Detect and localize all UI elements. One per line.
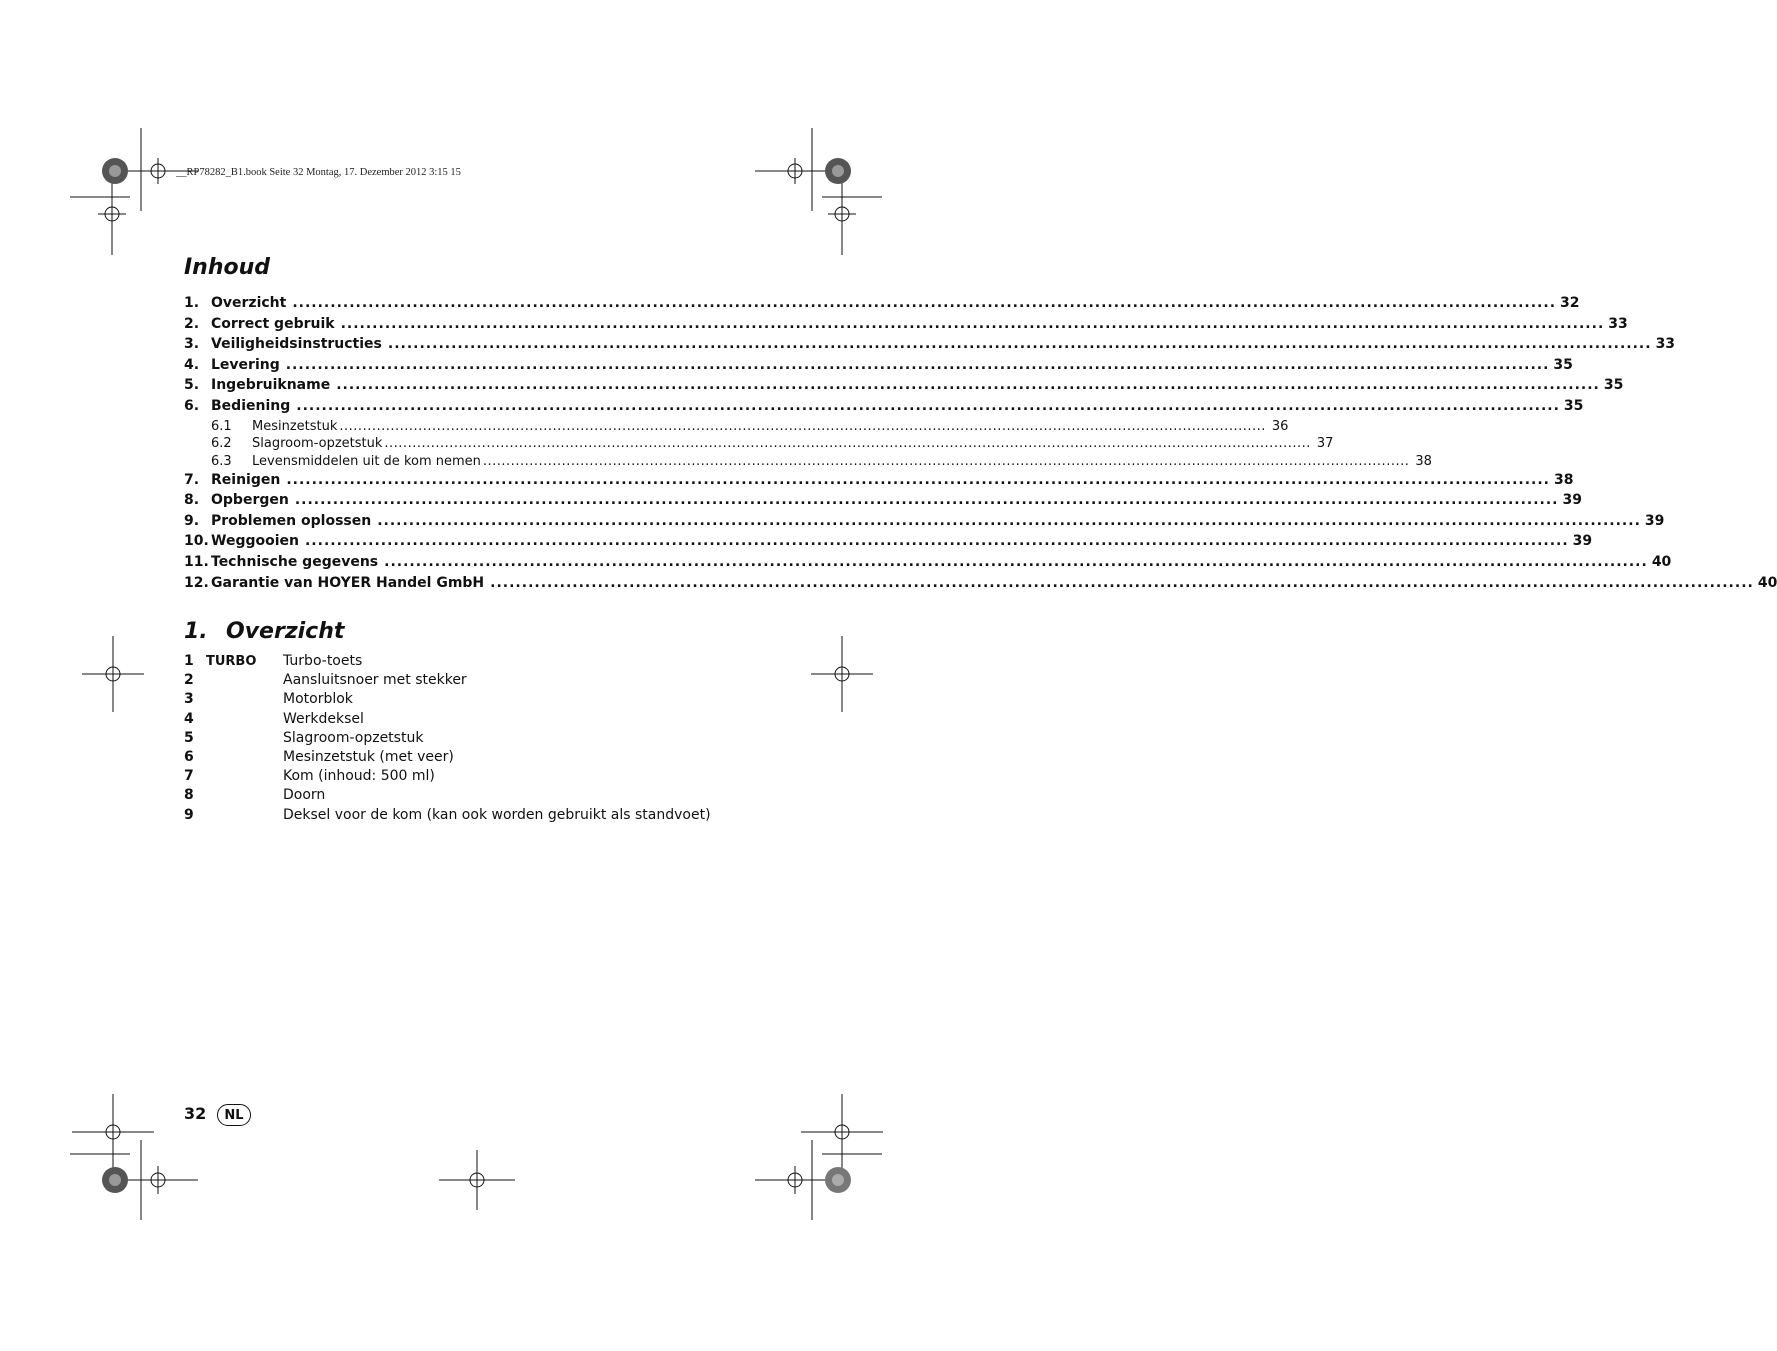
toc-entry-number: 9. <box>184 512 200 529</box>
toc-leader-dots: ........................................................................................................................................................................................................ <box>482 453 1410 469</box>
part-description: Slagroom-opzetstuk <box>283 729 424 746</box>
toc-leader-dots: ........................................................................................................................................................................................................ <box>296 397 1560 414</box>
toc-leader-dots: ........................................................................................................................................................................................................ <box>377 512 1641 529</box>
toc-entry-label: Overzicht <box>211 295 287 311</box>
part-description: Kom (inhoud: 500 ml) <box>283 768 435 785</box>
toc-entry-label: Garantie van HOYER Handel GmbH <box>211 574 485 591</box>
parts-list-item <box>184 672 784 691</box>
part-number: 9 <box>184 806 194 823</box>
part-number: 8 <box>184 787 194 804</box>
toc-entry-label: Bediening <box>211 397 291 414</box>
toc-entry-number: 4. <box>184 356 200 373</box>
part-number: 2 <box>184 672 194 689</box>
toc-entry-page: 36 <box>1271 418 1289 434</box>
section-title <box>184 619 344 644</box>
section-number: 1. <box>184 619 208 644</box>
toc-entry-page: 35 <box>1553 356 1573 373</box>
part-number: 7 <box>184 768 194 785</box>
toc-leader-dots: ........................................................................................................................................................................................................ <box>384 554 1648 570</box>
part-description: Turbo-toets <box>283 653 363 669</box>
toc-entry[interactable] <box>184 471 1574 493</box>
toc-entry-label: Levering <box>211 356 280 373</box>
toc-entry[interactable] <box>184 356 1573 378</box>
toc-entry-page: 33 <box>1608 315 1628 332</box>
parts-list-item <box>184 768 784 787</box>
toc-leader-dots: ........................................................................................................................................................................................................ <box>340 315 1605 332</box>
toc-entry-page: 33 <box>1655 336 1676 353</box>
toc-subentry[interactable] <box>184 453 1432 472</box>
part-label: TURBO <box>206 654 257 669</box>
toc-entry-page: 40 <box>1757 574 1777 591</box>
toc-entry[interactable] <box>184 512 1665 534</box>
toc-entry-page: 32 <box>1560 295 1580 311</box>
part-number: 1 <box>184 653 194 669</box>
toc-entry-label: Correct gebruik <box>211 315 335 332</box>
toc-entry-number: 11. <box>184 554 209 570</box>
toc-leader-dots: ........................................................................................................................................................................................................ <box>490 574 1754 591</box>
toc-entry-page: 38 <box>1415 453 1432 469</box>
parts-list-item <box>184 711 784 730</box>
toc-entry-label: Slagroom-opzetstuk <box>252 436 383 452</box>
toc-leader-dots: ........................................................................................................................................................................................................ <box>286 471 1550 488</box>
parts-list-item <box>184 807 784 826</box>
parts-list-item <box>184 691 784 710</box>
part-number: 3 <box>184 691 194 708</box>
toc-entry[interactable] <box>184 397 1584 419</box>
print-header: __RP78282_B1.book Seite 32 Montag, 17. Dezember 2012 3:15 15 <box>176 167 461 178</box>
toc-entry[interactable] <box>184 295 1580 316</box>
toc-subentry[interactable] <box>184 436 1334 454</box>
toc-entry-label: Ingebruikname <box>211 377 331 394</box>
part-number: 6 <box>184 748 194 765</box>
table-of-contents <box>184 295 1777 595</box>
toc-entry-number: 2. <box>184 315 200 332</box>
parts-list-item <box>184 653 784 672</box>
parts-list-item <box>184 787 784 806</box>
toc-entry-label: Veiligheidsinstructies <box>211 336 382 353</box>
language-badge: NL <box>217 1104 251 1126</box>
toc-entry-label: Mesinzetstuk <box>252 418 338 434</box>
toc-entry[interactable] <box>184 533 1593 554</box>
toc-leader-dots: ........................................................................................................................................................................................................ <box>339 418 1266 434</box>
toc-entry[interactable] <box>184 574 1777 596</box>
toc-leader-dots: ........................................................................................................................................................................................................ <box>285 356 1550 373</box>
toc-leader-dots: ........................................................................................................................................................................................................ <box>387 336 1652 353</box>
toc-entry-number: 6. <box>184 397 200 414</box>
toc-leader-dots: ........................................................................................................................................................................................................ <box>336 377 1600 394</box>
parts-list-item <box>184 749 784 768</box>
toc-entry-page: 40 <box>1651 554 1672 570</box>
part-number: 4 <box>184 710 194 727</box>
toc-entry[interactable] <box>184 492 1582 513</box>
toc-leader-dots: ........................................................................................................................................................................................................ <box>304 533 1569 550</box>
toc-entry[interactable] <box>184 315 1628 337</box>
toc-entry-number: 7. <box>184 471 200 488</box>
toc-entry-page: 39 <box>1562 492 1582 509</box>
toc-entry-number: 6.3 <box>211 453 232 469</box>
toc-entry-number: 5. <box>184 377 200 394</box>
parts-list-item <box>184 730 784 749</box>
part-description: Mesinzetstuk (met veer) <box>283 748 454 765</box>
toc-entry[interactable] <box>184 336 1676 357</box>
toc-entry-number: 1. <box>184 295 200 311</box>
toc-subentry[interactable] <box>184 418 1289 437</box>
toc-entry[interactable] <box>184 377 1624 398</box>
toc-entry-number: 10. <box>184 533 209 550</box>
part-description: Deksel voor de kom (kan ook worden gebruikt als standvoet) <box>283 806 711 823</box>
toc-entry-label: Reinigen <box>211 471 281 488</box>
toc-leader-dots: ........................................................................................................................................................................................................ <box>384 436 1311 452</box>
page-number: 32 <box>184 1104 207 1123</box>
toc-leader-dots: ........................................................................................................................................................................................................ <box>292 295 1557 311</box>
toc-entry-page: 39 <box>1644 512 1665 529</box>
toc-entry-label: Weggooien <box>211 533 299 550</box>
toc-entry-label: Levensmiddelen uit de kom nemen <box>252 453 481 469</box>
part-description: Doorn <box>283 787 326 804</box>
toc-title: Inhoud <box>184 255 271 280</box>
toc-entry-number: 8. <box>184 492 200 509</box>
toc-entry-page: 37 <box>1316 436 1334 452</box>
toc-leader-dots: ........................................................................................................................................................................................................ <box>294 492 1559 509</box>
toc-entry-number: 12. <box>184 574 209 591</box>
toc-entry-page: 35 <box>1603 377 1624 394</box>
toc-entry-number: 6.2 <box>211 436 232 452</box>
part-description: Motorblok <box>283 691 353 708</box>
toc-entry-label: Problemen oplossen <box>211 512 372 529</box>
parts-list <box>184 653 784 826</box>
toc-entry[interactable] <box>184 554 1672 575</box>
toc-entry-label: Technische gegevens <box>211 554 379 570</box>
toc-entry-page: 38 <box>1554 471 1574 488</box>
part-description: Aansluitsnoer met stekker <box>283 672 467 689</box>
part-number: 5 <box>184 729 194 746</box>
toc-entry-page: 35 <box>1563 397 1584 414</box>
toc-entry-number: 3. <box>184 336 200 353</box>
toc-entry-number: 6.1 <box>211 418 232 434</box>
toc-entry-label: Opbergen <box>211 492 289 509</box>
toc-entry-page: 39 <box>1572 533 1593 550</box>
part-description: Werkdeksel <box>283 710 364 727</box>
section-title-text: Overzicht <box>226 619 345 644</box>
